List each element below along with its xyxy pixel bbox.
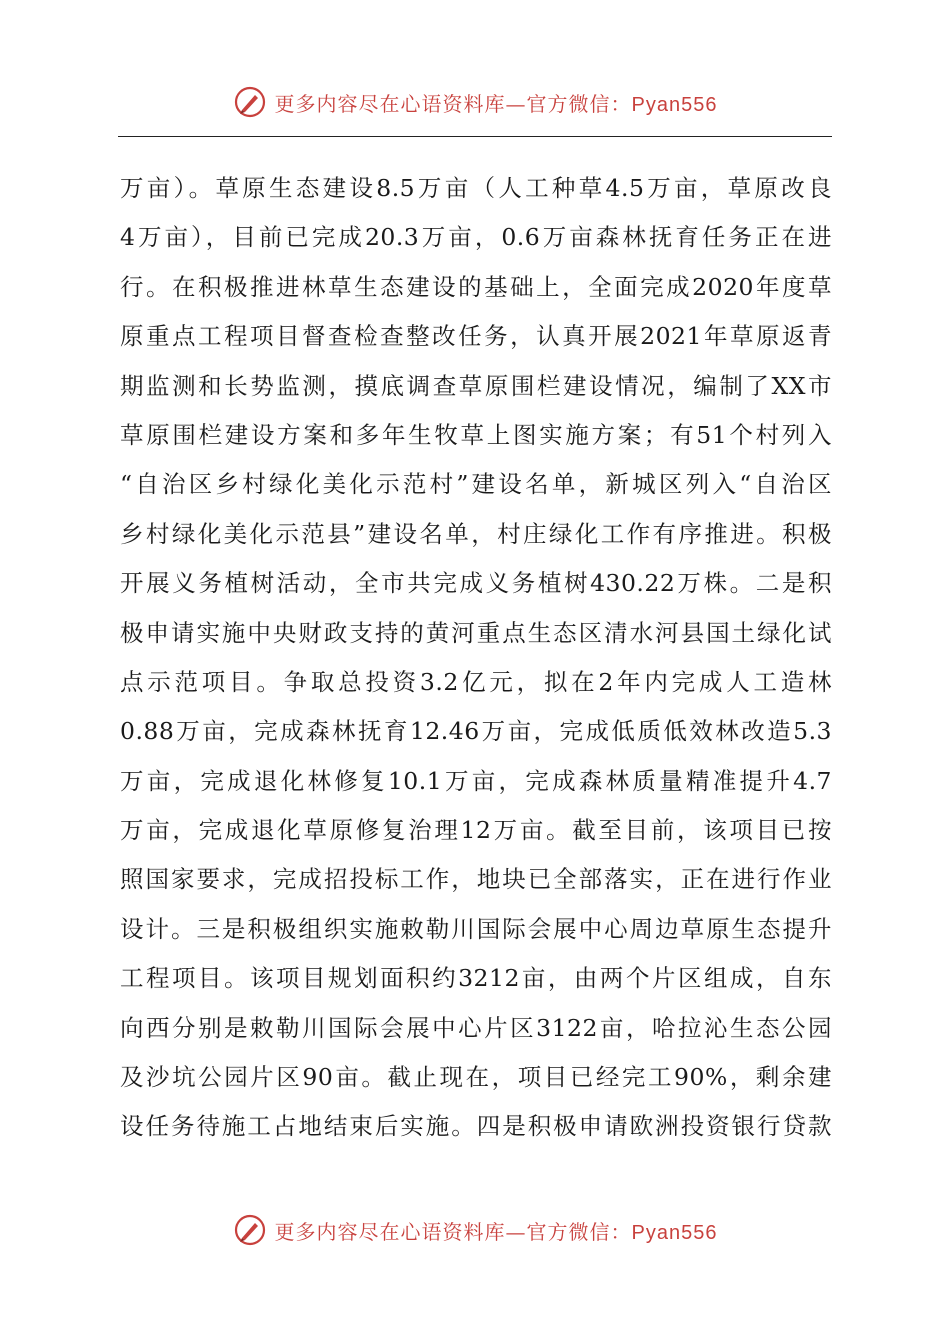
wechat-id: Pyan556 [631,1221,718,1244]
body-line: 万亩，完成退化草原修复治理12万亩。截至目前，该项目已按 [120,816,832,845]
body-line: 万亩，完成退化林修复10.1万亩，完成森林质量精准提升4.7 [120,766,832,795]
body-line: 行。在积极推进林草生态建设的基础上，全面完成2020年度草 [120,272,832,301]
body-line: 向西分别是敕勒川国际会展中心片区3122亩，哈拉沁生态公园 [120,1013,832,1042]
header-watermark [0,82,950,122]
document-body [120,164,832,1152]
body-line: 照国家要求，完成招投标工作，地块已全部落实，正在进行作业 [120,865,832,894]
body-line: 期监测和长势监测，摸底调查草原围栏建设情况，编制了XX市 [120,371,832,400]
body-line: 工程项目。该项目规划面积约3212亩，由两个片区组成，自东 [120,964,832,993]
pen-logo-icon [233,85,267,119]
body-line: 点示范项目。争取总投资3.2亿元，拟在2年内完成人工造林 [120,667,832,696]
body-line: 设任务待施工占地结束后实施。四是积极申请欧洲投资银行贷款 [120,1112,832,1141]
body-line: 万亩）。草原生态建设8.5万亩（人工种草4.5万亩，草原改良 [120,174,832,202]
watermark-text: 更多内容尽在心语资料库—官方微信：Pyan556 [274,1219,718,1244]
body-line: 及沙坑公园片区90亩。截止现在，项目已经完工90%，剩余建 [120,1063,832,1092]
header-divider [118,136,832,137]
body-line: 4万亩），目前已完成20.3万亩，0.6万亩森林抚育任务正在进 [120,223,832,252]
footer-watermark [0,1210,950,1250]
wechat-id: Pyan556 [631,93,718,116]
body-line: 开展义务植树活动，全市共完成义务植树430.22万株。二是积 [120,569,832,598]
watermark-text: 更多内容尽在心语资料库—官方微信：Pyan556 [274,91,718,116]
body-line: 草原围栏建设方案和多年生牧草上图实施方案；有51个村列入 [120,420,832,449]
body-line: 乡村绿化美化示范县”建设名单，村庄绿化工作有序推进。积极 [120,519,832,548]
body-line: 设计。三是积极组织实施敕勒川国际会展中心周边草原生态提升 [120,914,832,943]
pen-logo-icon [233,1213,267,1247]
body-line: “自治区乡村绿化美化示范村”建设名单，新城区列入“自治区 [120,470,832,499]
body-line: 0.88万亩，完成森林抚育12.46万亩，完成低质低效林改造5.3 [120,717,832,746]
body-line: 极申请实施中央财政支持的黄河重点生态区清水河县国土绿化试 [120,618,832,647]
body-line: 原重点工程项目督查检查整改任务，认真开展2021年草原返青 [120,322,832,351]
